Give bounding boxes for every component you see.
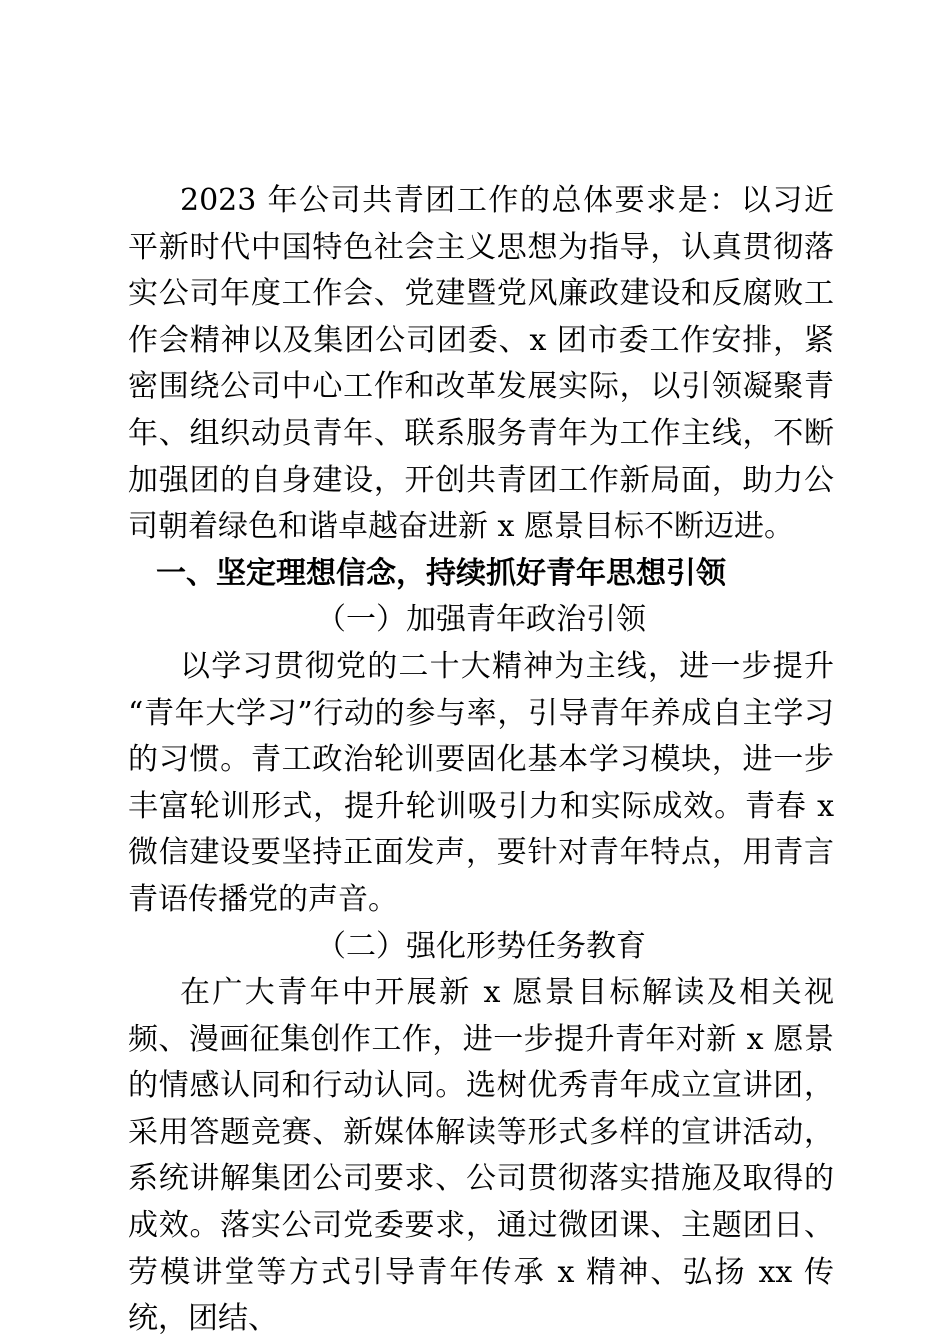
paragraph-political-guidance: 以学习贯彻党的二十大精神为主线，进一步提升“青年大学习”行动的参与率，引导青年养成自主学习的习惯。青工政治轮训要固化基本学习模块，进一步丰富轮训形式，提升轮训吸引力和实际成效。青春 x 微信建设要坚持正面发声，要针对青年特点，用青言青语传播党的声音。 xyxy=(128,648,834,917)
paragraph-overall-requirements: 2023 年公司共青团工作的总体要求是：以习近平新时代中国特色社会主义思想为指导，认真贯彻落实公司年度工作会、党建暨党风廉政建设和反腐败工作会精神以及集团公司团委、x 团市委工作安排，紧密围绕公司中心工作和改革发展实际，以引领凝聚青年、组织动员青年、联系服务青年为工作主线，不断加强团的自身建设，开创共青团工作新局面，助力公司朝着绿色和谐卓越奋进新 x 愿景目标不断迈进。 xyxy=(128,183,834,545)
section-heading-1: 一、坚定理想信念，持续抓好青年思想引领 xyxy=(156,555,726,591)
paragraph-situation-education: 在广大青年中开展新 x 愿景目标解读及相关视频、漫画征集创作工作，进一步提升青年对新 x 愿景的情感认同和行动认同。选树优秀青年成立宣讲团，采用答题竞赛、新媒体解读等形式多样的宣讲活动，系统讲解集团公司要求、公司贯彻落实措施及取得的成效。落实公司党委要求，通过微团课、主题团日、劳模讲堂等方式引导青年传承 x 精神、弘扬 xx 传统，团结、 xyxy=(128,975,834,1337)
document-body xyxy=(128,178,834,1343)
subsection-heading-1-2: （二）强化形势任务教育 xyxy=(316,928,646,964)
subsection-heading-1-1: （一）加强青年政治引领 xyxy=(316,602,646,638)
